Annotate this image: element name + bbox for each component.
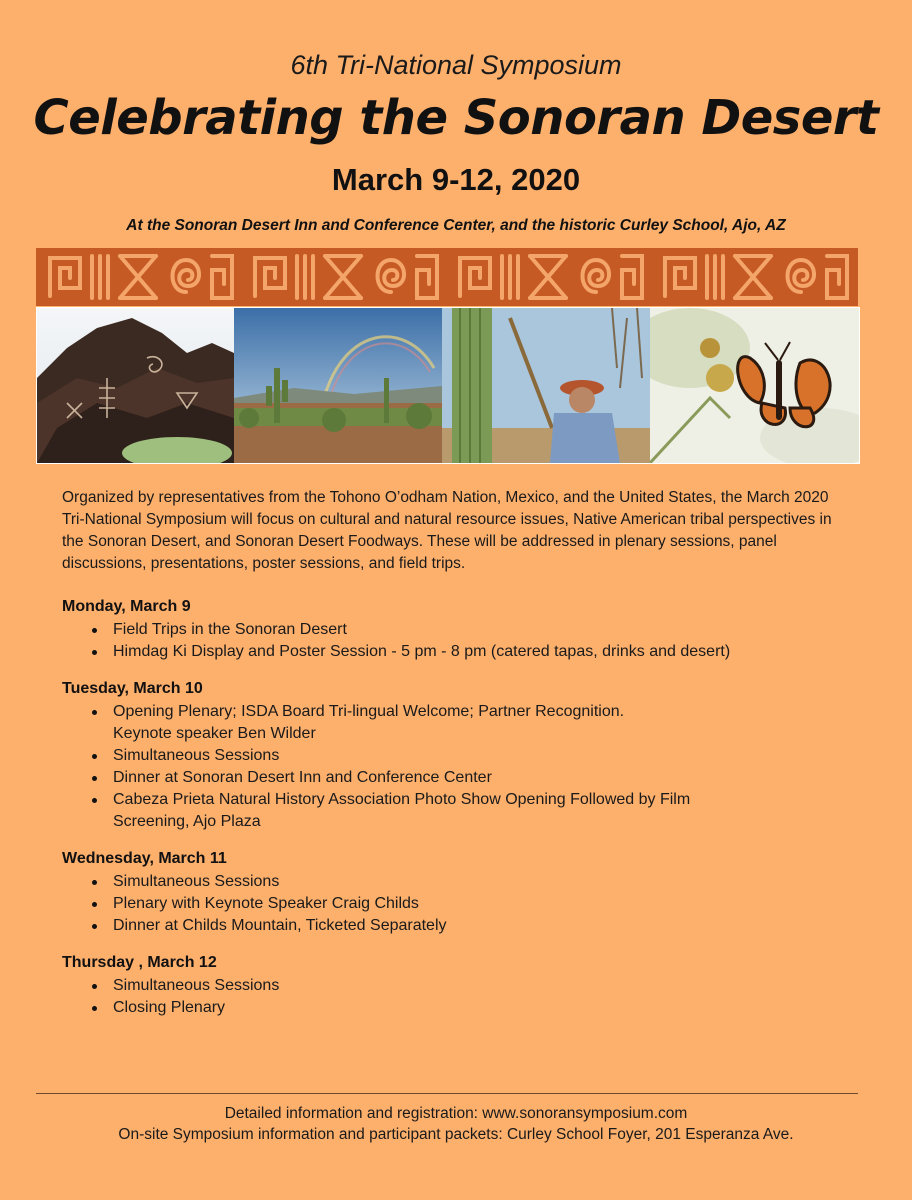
list-item: Dinner at Sonoran Desert Inn and Conference Center (62, 767, 862, 789)
list-item: Closing Plenary (62, 997, 862, 1019)
list-item-text: Opening Plenary; ISDA Board Tri-lingual Welcome; Partner Recognition. (113, 703, 625, 720)
day-title: Monday, March 9 (62, 598, 191, 615)
list-item (62, 789, 862, 833)
photo-strip (36, 307, 860, 464)
fret-pattern-icon (36, 248, 858, 306)
intro-paragraph: Organized by representatives from the Tohono O’odham Nation, Mexico, and the United States, the March 2020 Tri-National Symposium will focus on cultural and natural resource issues, Native American tribal perspectives in the Sonoran Desert, and Sonoran Desert Foodways. These will be addressed in plenary sessions, panel discussions, presentations, poster sessions, and field trips. (62, 489, 832, 572)
desert-rainbow-photo (234, 308, 442, 463)
list-item (62, 701, 862, 745)
day-wednesday (62, 847, 862, 937)
schedule (62, 595, 862, 1033)
day-thursday (62, 951, 862, 1019)
list-item: Simultaneous Sessions (62, 975, 862, 997)
list-item: Field Trips in the Sonoran Desert (62, 619, 862, 641)
event-venue: At the Sonoran Desert Inn and Conference Center, and the historic Curley School, Ajo, AZ (126, 217, 786, 234)
list-item: Dinner at Childs Mountain, Ticketed Separately (62, 915, 862, 937)
day-tuesday (62, 677, 862, 833)
day-title: Wednesday, March 11 (62, 850, 227, 867)
list-item: Simultaneous Sessions (62, 745, 862, 767)
onsite-info: On-site Symposium information and participant packets: Curley School Foyer, 201 Esperanza Ave. (118, 1126, 794, 1143)
list-item-continuation: Screening, Ajo Plaza (113, 813, 261, 830)
list-item: Simultaneous Sessions (62, 871, 862, 893)
day-title: Thursday , March 12 (62, 954, 217, 971)
footer (0, 1103, 912, 1145)
decorative-pattern-banner (36, 248, 858, 306)
list-item: Plenary with Keynote Speaker Craig Childs (62, 893, 862, 915)
day-monday (62, 595, 862, 663)
saguaro-harvest-photo (442, 308, 650, 463)
list-item-text: Cabeza Prieta Natural History Association Photo Show Opening Followed by Film (113, 791, 691, 808)
monarch-butterfly-photo (650, 308, 859, 463)
registration-info: Detailed information and registration: www.sonoransymposium.com (224, 1105, 688, 1122)
day-title: Tuesday, March 10 (62, 680, 203, 697)
list-item: Himdag Ki Display and Poster Session - 5 pm - 8 pm (catered tapas, drinks and desert) (62, 641, 862, 663)
list-item-continuation: Keynote speaker Ben Wilder (113, 725, 316, 742)
event-dates: March 9-12, 2020 (331, 162, 581, 197)
petroglyph-photo (37, 308, 234, 463)
footer-divider (36, 1093, 858, 1094)
symposium-subtitle: 6th Tri-National Symposium (290, 50, 622, 80)
page-title: Celebrating the Sonoran Desert (33, 90, 879, 146)
